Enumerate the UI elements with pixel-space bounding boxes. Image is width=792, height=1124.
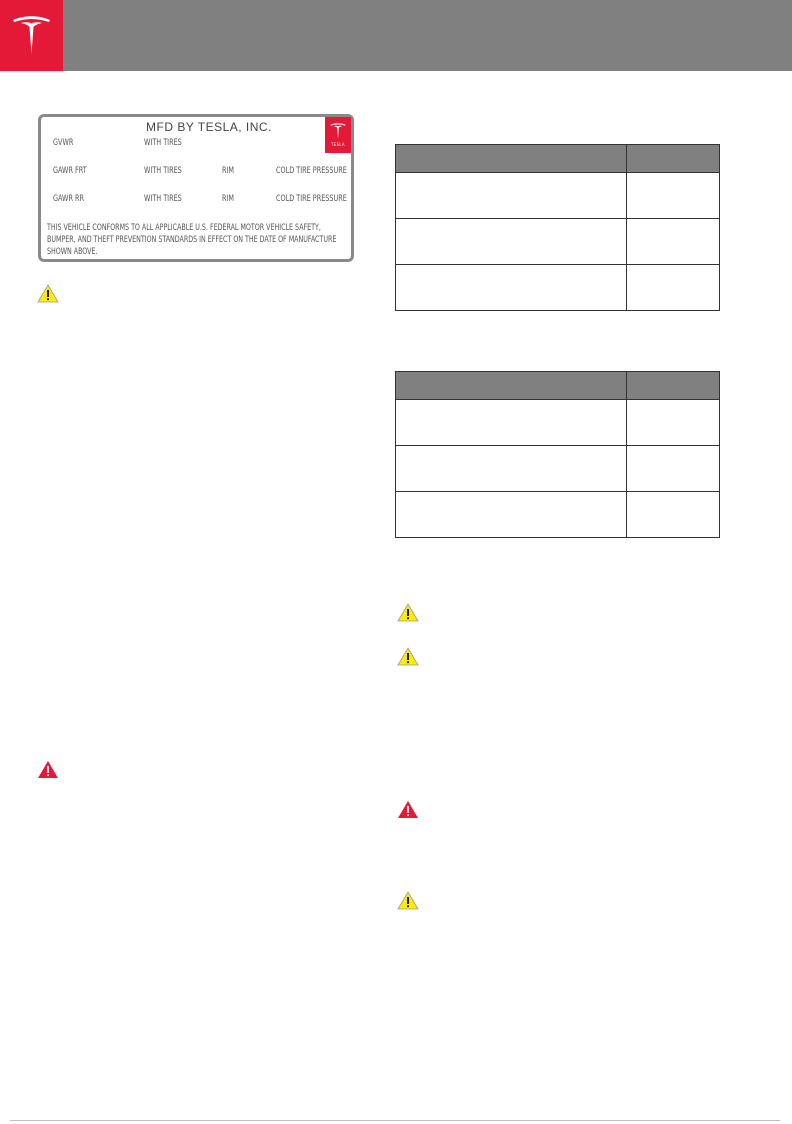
page-header [0, 0, 792, 71]
caution-triangle-icon [37, 284, 59, 303]
label-gawr-rear-rim: RIM [222, 193, 235, 203]
table-header-cell [396, 372, 627, 400]
warning-triangle-icon [397, 800, 419, 819]
data-table-2 [395, 371, 720, 538]
label-tesla-logo [325, 117, 351, 153]
caution-triangle-icon [397, 891, 419, 910]
label-gawr-front: GAWR FRT [53, 165, 87, 175]
table-row [396, 219, 720, 265]
label-gawr-rear-with-tires: WITH TIRES [144, 193, 182, 203]
table-cell [627, 400, 720, 446]
table-cell [396, 492, 627, 538]
table-cell [627, 219, 720, 265]
caution-triangle-icon [397, 647, 419, 666]
table-cell [396, 446, 627, 492]
label-gawr-rear-pressure: COLD TIRE PRESSURE [276, 193, 347, 203]
warning-triangle-icon [37, 760, 59, 779]
table-row [396, 265, 720, 311]
footer-divider [10, 1120, 780, 1121]
table-header-row [396, 372, 720, 400]
table-row [396, 446, 720, 492]
table-row [396, 400, 720, 446]
vehicle-certification-label [38, 114, 354, 262]
table-cell [627, 265, 720, 311]
tesla-logo-icon [0, 0, 63, 71]
label-manufacturer: MFD BY TESLA, INC. [146, 120, 272, 134]
tesla-logo-icon [330, 122, 346, 140]
label-conformity-text: THIS VEHICLE CONFORMS TO ALL APPLICABLE U.S. FEDERAL MOTOR VEHICLE SAFETY, BUMPER, AND THEFT PREVENTION STANDARDS IN EFFECT ON THE DATE OF MANUFACTURE SHOWN ABOVE. [47, 222, 337, 256]
table-row [396, 173, 720, 219]
label-gvwr: GVWR [53, 137, 74, 147]
table-cell [396, 400, 627, 446]
table-cell [627, 173, 720, 219]
table-header-cell [396, 145, 627, 173]
table-cell [627, 446, 720, 492]
data-table-1 [395, 144, 720, 311]
label-gvwr-with-tires: WITH TIRES [144, 137, 182, 147]
caution-triangle-icon [397, 603, 419, 622]
table-cell [396, 219, 627, 265]
label-logo-text: TESLA [331, 142, 345, 147]
label-gawr-front-with-tires: WITH TIRES [144, 165, 182, 175]
table-header-row [396, 145, 720, 173]
label-gawr-front-pressure: COLD TIRE PRESSURE [276, 165, 347, 175]
table-row [396, 492, 720, 538]
table-cell [396, 173, 627, 219]
table-cell [396, 265, 627, 311]
label-gawr-rear: GAWR RR [53, 193, 85, 203]
table-header-cell [627, 145, 720, 173]
table-header-cell [627, 372, 720, 400]
table-cell [627, 492, 720, 538]
label-gawr-front-rim: RIM [222, 165, 235, 175]
